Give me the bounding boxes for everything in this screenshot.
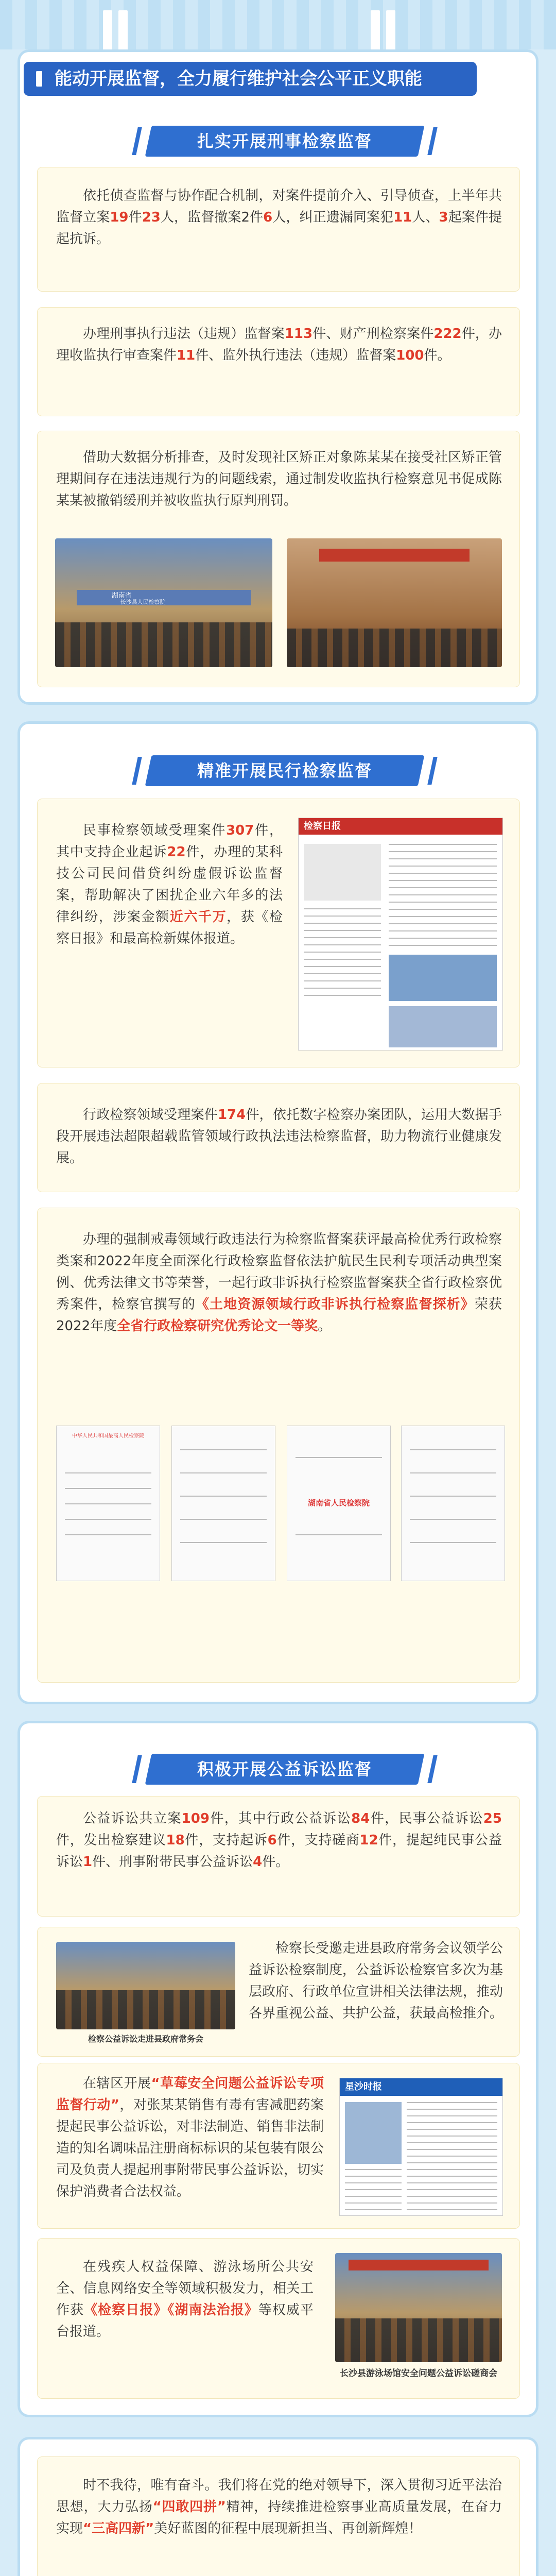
section-title: 能动开展监督，全力履行维护社会公平正义职能 xyxy=(24,62,477,96)
top-decor-band xyxy=(0,0,556,49)
closing-para: 时不我待，唯有奋斗。我们将在党的绝对领导下，深入贯彻习近平法治思想，大力弘扬“四敢四拼”精神，持续推进检察事业高质量发展，在奋力实现“三高四新”美好蓝图的征程中展现新担当、再创新辉煌！ xyxy=(37,2456,520,2576)
award-doc-1: 中华人民共和国最高人民检察院 xyxy=(56,1426,160,1581)
civil-ribbon xyxy=(138,755,431,786)
award-doc-3: 湖南省人民检察院 xyxy=(287,1426,391,1581)
public-ribbon xyxy=(138,1754,431,1785)
civil-para-1: 民事检察领域受理案件307件，其中支持企业起诉22件，办理的某科技公司民间借贷纠纷虚假诉讼监督案，帮助解决了困扰企业六年多的法律纠纷，涉案金额近六千万，获《检察日报》和最高检新媒体报道。 检察日报 xyxy=(37,799,520,1067)
public-ribbon-label: 积极开展公益诉讼监督 xyxy=(197,1759,372,1779)
criminal-para-3 xyxy=(37,431,520,687)
meeting-photo-left: 湖南省 长沙县人民检察院 xyxy=(55,538,272,667)
xingsha-times-clipping: 星沙时报 xyxy=(339,2078,503,2216)
county-meeting-photo xyxy=(56,1942,235,2029)
criminal-ribbon xyxy=(138,126,431,157)
criminal-ribbon-label: 扎实开展刑事检察监督 xyxy=(197,131,372,151)
procuratorate-daily-clipping: 检察日报 xyxy=(298,818,503,1050)
criminal-para-1: 依托侦查监督与协作配合机制，对案件提前介入、引导侦查，上半年共监督立案19件23人，监督撤案2件6人，纠正遗漏同案犯11人、3起案件提起抗诉。 xyxy=(37,167,520,292)
award-doc-4 xyxy=(401,1426,505,1581)
criminal-para-2: 办理刑事执行违法（违规）监督案113件、财产刑检察案件222件，办理收监执行审查案件11件、监外执行违法（违规）监督案100件。 xyxy=(37,307,520,416)
courtroom-photo-right xyxy=(287,538,502,667)
public-para-2-text: 检察长受邀走进县政府常务会议领学公益诉讼检察制度，公益诉讼检察官多次为基层政府、行政单位宣讲相关法律法规，推动各界重视公益、共护公益，获最高检推介。 xyxy=(249,1941,503,2021)
public-para-3: 在辖区开展“草莓安全问题公益诉讼专项监督行动”，对张某某销售有毒有害减肥药案提起民事公益诉讼，对非法制造、销售非法制造的知名调味品注册商标标识的某包装有限公司及负责人提起刑事附带民事公益诉讼，切实保护消费者合法权益。 星沙时报 xyxy=(37,2063,520,2229)
swimming-safety-meeting-photo xyxy=(335,2253,502,2362)
public-para-1: 公益诉讼共立案109件，其中行政公益诉讼84件，民事公益诉讼25件，发出检察建议18件，支持起诉6件，支持磋商12件，提起纯民事公益诉讼1件、刑事附带民事公益诉讼4件。 xyxy=(37,1796,520,1917)
civil-ribbon-label: 精准开展民行检察监督 xyxy=(197,761,372,781)
swimming-meeting-caption: 长沙县游泳场馆安全问题公益诉讼磋商会 xyxy=(340,2368,497,2379)
award-doc-2 xyxy=(171,1426,275,1581)
public-para-2 xyxy=(37,1927,520,2057)
county-meeting-caption: 检察公益诉讼走进县政府常务会 xyxy=(88,2034,203,2044)
public-para-4: 在残疾人权益保障、游泳场所公共安全、信息网络安全等领域积极发力，相关工作获《检察日报》《湖南法治报》等权威平台报道。 长沙县游泳场馆安全问题公益诉讼磋商会 xyxy=(37,2238,520,2399)
civil-para-3: 办理的强制戒毒领域行政违法行为检察监督案获评最高检优秀行政检察类案和2022年度全面深化行政检察监督依法护航民生民利专项活动典型案例、优秀法律文书等荣誉，一起行政非诉执行检察监督案获全省行政检察优秀案件，检察官撰写的《土地资源领域行政非诉执行检察监督探析》荣获2022年度全省行政检察研究优秀论文一等奖。 中华人民共和国最高人民检察院 湖南省人民检察院 xyxy=(37,1208,520,1683)
criminal-para-3-text: 借助大数据分析排查，及时发现社区矫正对象陈某某在接受社区矫正管理期间存在违法违规行为的问题线索，通过制发收监执行检察意见书促成陈某某被撤销缓刑并被收监执行原判刑罚。 xyxy=(56,450,502,509)
civil-para-2: 行政检察领域受理案件174件，依托数字检察办案团队，运用大数据手段开展违法超限超载监管领域行政执法违法检察监督，助力物流行业健康发展。 xyxy=(37,1083,520,1192)
